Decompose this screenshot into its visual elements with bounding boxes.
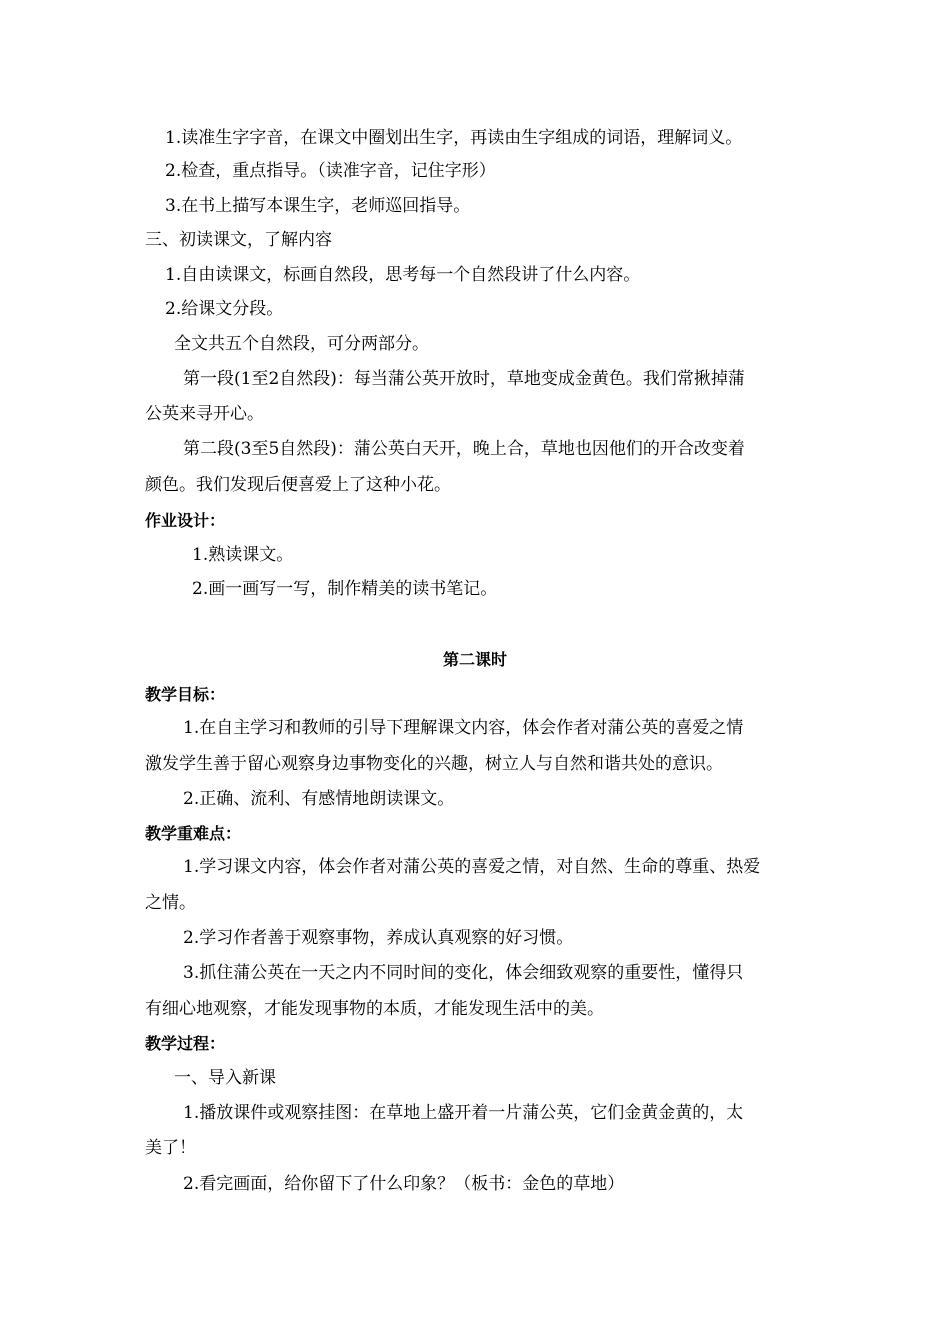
part-2-line-1: 第二段(3至5自然段)：蒲公英白天开，晚上合，草地也因他们的开合改变着 (183, 439, 745, 459)
key-3-line-2: 有细心地观察，才能发现事物的本质，才能发现生活中的美。 (145, 999, 604, 1019)
part-1-line-1: 第一段(1至2自然段)：每当蒲公英开放时，草地变成金黄色。我们常揪掉蒲 (183, 369, 745, 389)
goal-2: 2.正确、流利、有感情地朗读课文。 (183, 789, 455, 809)
goals-heading: 教学目标： (145, 685, 226, 704)
section-3-item-1: 1.自由读课文，标画自然段，思考每一个自然段讲了什么内容。 (165, 265, 641, 285)
key-2: 2.学习作者善于观察事物，养成认真观察的好习惯。 (183, 928, 574, 948)
part-2-line-2: 颜色。我们发现后便喜爱上了这种小花。 (145, 475, 451, 495)
summary-line: 全文共五个自然段，可分两部分。 (174, 334, 429, 354)
process-section-1: 一、导入新课 (174, 1068, 276, 1088)
lesson-two-title: 第二课时 (442, 650, 507, 669)
process-heading: 教学过程： (145, 1034, 226, 1053)
task-line-3: 3.在书上描写本课生字，老师巡回指导。 (165, 196, 471, 216)
goal-1-line-2: 激发学生善于留心观察身边事物变化的兴趣，树立人与自然和谐共处的意识。 (145, 754, 723, 774)
key-3-line-1: 3.抓住蒲公英在一天之内不同时间的变化，体会细致观察的重要性，懂得只 (183, 963, 744, 983)
key-1-line-2: 之情。 (145, 893, 196, 913)
homework-heading: 作业设计： (145, 511, 226, 530)
task-line-1: 1.读准生字字音，在课文中圈划出生字，再读由生字组成的词语，理解词义。 (165, 128, 743, 148)
process-item-1-line-2: 美了！ (145, 1138, 196, 1158)
key-1-line-1: 1.学习课文内容，体会作者对蒲公英的喜爱之情，对自然、生命的尊重、热爱 (183, 857, 761, 877)
part-1-line-2: 公英来寻开心。 (145, 404, 264, 424)
section-3-item-2: 2.给课文分段。 (165, 299, 284, 319)
homework-item-1: 1.熟读课文。 (192, 545, 294, 565)
process-item-2: 2.看完画面，给你留下了什么印象？（板书：金色的草地） (183, 1174, 625, 1194)
key-points-heading: 教学重难点： (145, 824, 242, 843)
task-line-2: 2.检查，重点指导。（读准字音，记住字形） (165, 161, 496, 181)
goal-1-line-1: 1.在自主学习和教师的引导下理解课文内容，体会作者对蒲公英的喜爱之情 (183, 718, 744, 738)
homework-item-2: 2.画一画写一写，制作精美的读书笔记。 (192, 579, 498, 599)
section-3-title: 三、初读课文，了解内容 (145, 230, 332, 250)
process-item-1-line-1: 1.播放课件或观察挂图：在草地上盛开着一片蒲公英，它们金黄金黄的，太 (183, 1103, 744, 1123)
